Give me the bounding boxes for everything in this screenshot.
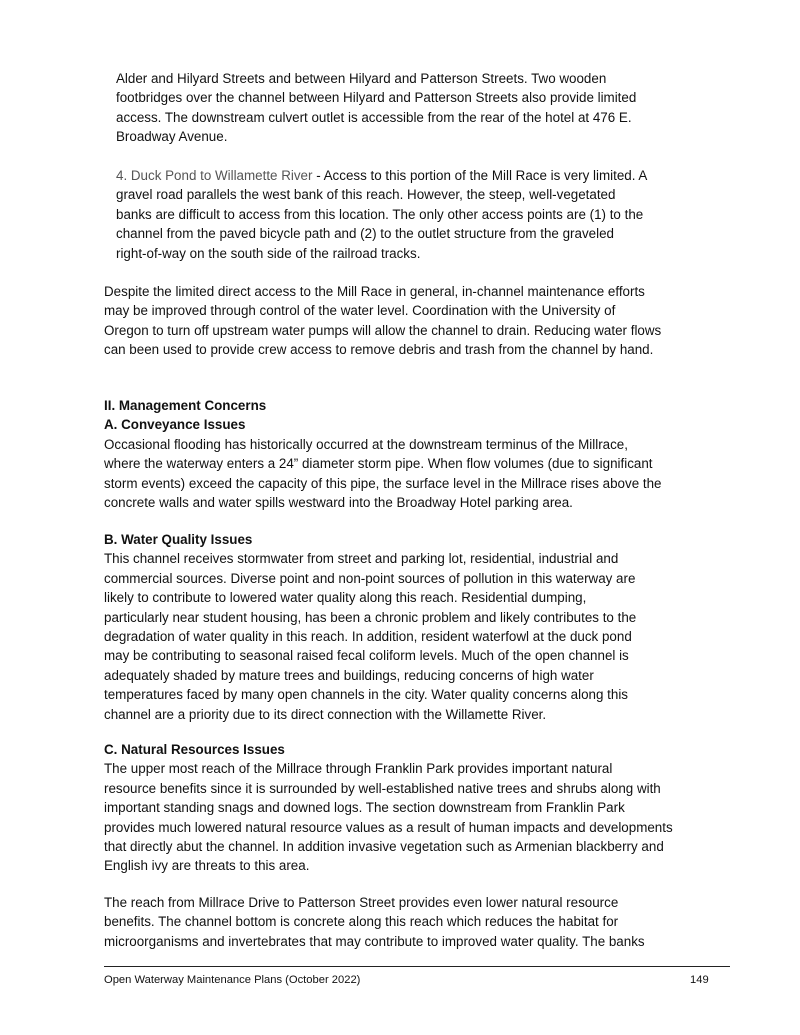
natural-resources-heading: C. Natural Resources Issues (104, 742, 285, 757)
text-line: footbridges over the channel between Hilyard and Patterson Streets also provide limited (116, 90, 637, 106)
text-line: concrete walls and water spills westward into the Broadway Hotel parking area. (104, 495, 573, 511)
text-line: resource benefits since it is surrounded by well-established native trees and shrubs along with (104, 780, 661, 796)
text-line: where the waterway enters a 24” diameter storm pipe. When flow volumes (due to significant (104, 456, 653, 472)
text-line: microorganisms and invertebrates that may contribute to improved water quality. The banks (104, 933, 645, 949)
text-line: commercial sources. Diverse point and non-point sources of pollution in this waterway are (104, 570, 636, 586)
water-quality-section (104, 530, 724, 724)
text-line: gravel road parallels the west bank of this reach. However, the steep, well-vegetated (116, 187, 616, 203)
text-line: temperatures faced by many open channels in the city. Water quality concerns along this (104, 687, 628, 703)
text-line: English ivy are threats to this area. (104, 858, 310, 874)
text-line: Despite the limited direct access to the Mill Race in general, in-channel maintenance efforts (104, 284, 645, 299)
footer-title: Open Waterway Maintenance Plans (October 2022) (104, 974, 361, 986)
access-paragraph-continued (116, 69, 716, 147)
item-4-label: 4. Duck Pond to Willamette River (116, 168, 313, 183)
text-line (116, 166, 716, 185)
text-line: adequately shaded by mature trees and buildings, reducing concerns of high water (104, 667, 594, 683)
text-line: Alder and Hilyard Streets and between Hilyard and Patterson Streets. Two wooden (116, 71, 607, 86)
text-line: Broadway Avenue. (116, 129, 228, 145)
text-line: important standing snags and downed logs. The section downstream from Franklin Park (104, 800, 625, 816)
natural-resources-paragraph-2 (104, 893, 724, 951)
footer-divider (104, 966, 730, 967)
text-line: may be contributing to seasonal raised fecal coliform levels. Much of the open channel is (104, 648, 629, 664)
text-line: degradation of water quality in this reach. In addition, resident waterfowl at the duck pond (104, 629, 632, 645)
text-line: particularly near student housing, has been a chronic problem and likely contributes to the (104, 609, 637, 625)
access-summary-paragraph (104, 282, 724, 360)
text-line: Occasional flooding has historically occurred at the downstream terminus of the Millrace, (104, 436, 628, 452)
text-line: Oregon to turn off upstream water pumps will allow the channel to drain. Reducing water flows (104, 322, 662, 338)
conveyance-section (104, 396, 724, 512)
text-line: right-of-way on the south side of the railroad tracks. (116, 245, 421, 261)
text-line: benefits. The channel bottom is concrete along this reach which reduces the habitat for (104, 914, 619, 930)
text-line: channel are a priority due to its direct connection with the Willamette River. (104, 706, 547, 722)
page-number: 149 (690, 974, 709, 986)
text-line: that directly abut the channel. In addition invasive vegetation such as Armenian blackberry and (104, 839, 664, 855)
text-line: access. The downstream culvert outlet is accessible from the rear of the hotel at 476 E. (116, 109, 632, 125)
text-line: storm events) exceed the capacity of this pipe, the surface level in the Millrace rises above the (104, 475, 662, 491)
text-line: The reach from Millrace Drive to Patterson Street provides even lower natural resource (104, 895, 619, 910)
text-line: channel from the paved bicycle path and (2) to the outlet structure from the graveled (116, 226, 614, 242)
text-line: This channel receives stormwater from street and parking lot, residential, industrial and (104, 551, 619, 567)
access-item-4 (116, 166, 716, 263)
text-line: may be improved through control of the water level. Coordination with the University of (104, 303, 616, 319)
conveyance-heading: A. Conveyance Issues (104, 417, 246, 433)
item-4-text: - Access to this portion of the Mill Race is very limited. A (312, 168, 648, 183)
text-line: can been used to provide crew access to remove debris and trash from the channel by hand. (104, 342, 654, 358)
section-title: II. Management Concerns (104, 398, 267, 413)
text-line: provides much lowered natural resource values as a result of human impacts and developments (104, 819, 673, 835)
natural-resources-section (104, 740, 724, 876)
text-line: banks are difficult to access from this location. The only other access points are (1) to the (116, 206, 644, 222)
text-line: The upper most reach of the Millrace through Franklin Park provides important natural (104, 761, 613, 777)
text-line: likely to contribute to lowered water quality along this reach. Residential dumping, (104, 590, 587, 606)
water-quality-heading: B. Water Quality Issues (104, 532, 253, 547)
